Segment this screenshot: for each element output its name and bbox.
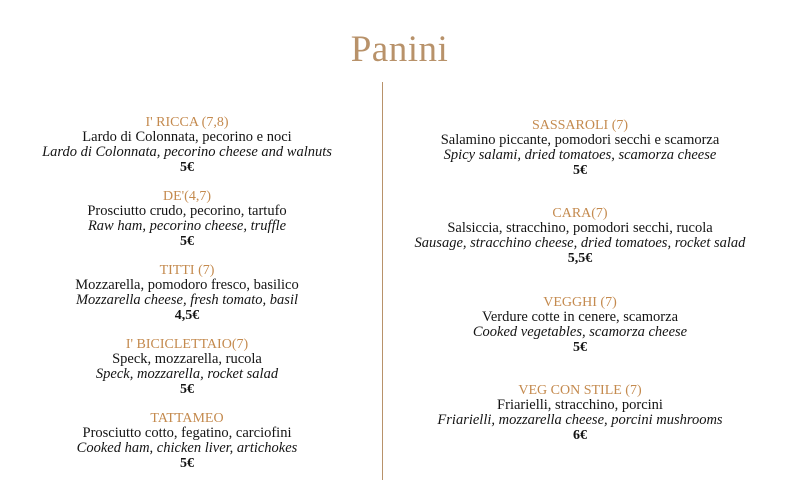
menu-item-sassaroli (390, 118, 770, 178)
item-name: VEG CON STILE (7) (518, 383, 642, 398)
item-description-italian: Prosciutto cotto, fegatino, carciofini (82, 425, 292, 441)
item-name: I' BICICLETTAIO(7) (125, 337, 249, 352)
menu-item-de (0, 189, 377, 249)
item-description-italian: Salamino piccante, pomodori secchi e scamorza (440, 132, 720, 148)
menu-item-cara (390, 206, 770, 266)
item-description-italian: Speck, mozzarella, rucola (112, 351, 262, 367)
menu-item-i-ricca (0, 115, 377, 175)
item-price: 6€ (573, 428, 587, 443)
item-name: TATTAMEO (150, 411, 224, 426)
item-description-english: Cooked ham, chicken liver, artichokes (76, 440, 298, 456)
item-name: DE'(4,7) (162, 189, 211, 204)
item-price: 5,5€ (567, 251, 593, 266)
item-description-english: Sausage, stracchino cheese, dried tomatoes, rocket salad (414, 235, 746, 251)
item-description-italian: Friarielli, stracchino, porcini (497, 397, 663, 413)
item-name: CARA(7) (552, 206, 608, 221)
item-description-italian: Mozzarella, pomodoro fresco, basilico (75, 277, 299, 293)
item-price: 5€ (180, 160, 194, 175)
item-description-english: Spicy salami, dried tomatoes, scamorza cheese (443, 147, 717, 163)
menu-item-i-biciclettaio (0, 337, 377, 397)
menu-item-veg-con-stile (390, 383, 770, 443)
item-price: 5€ (180, 456, 194, 471)
item-name: SASSAROLI (7) (531, 118, 629, 133)
item-name: VEGGHI (7) (543, 295, 617, 310)
item-description-italian: Lardo di Colonnata, pecorino e noci (82, 129, 292, 145)
item-name: TITTI (7) (159, 263, 215, 278)
item-description-english: Friarielli, mozzarella cheese, porcini mushrooms (437, 412, 723, 428)
item-price: 4,5€ (174, 308, 200, 323)
item-description-english: Speck, mozzarella, rocket salad (95, 366, 279, 382)
item-price: 5€ (573, 163, 587, 178)
item-description-english: Raw ham, pecorino cheese, truffle (87, 218, 287, 234)
menu-item-titti (0, 263, 377, 323)
item-description-italian: Verdure cotte in cenere, scamorza (481, 309, 679, 325)
item-description-english: Mozzarella cheese, fresh tomato, basil (75, 292, 299, 308)
column-divider (382, 82, 383, 480)
item-description-english: Lardo di Colonnata, pecorino cheese and walnuts (42, 144, 332, 160)
page-title: Panini (350, 29, 449, 70)
item-price: 5€ (573, 340, 587, 355)
item-price: 5€ (180, 382, 194, 397)
item-description-italian: Prosciutto crudo, pecorino, tartufo (87, 203, 287, 219)
item-description-italian: Salsiccia, stracchino, pomodori secchi, rucola (447, 220, 713, 236)
item-price: 5€ (180, 234, 194, 249)
menu-item-tattameo (0, 411, 377, 471)
item-description-english: Cooked vegetables, scamorza cheese (472, 324, 688, 340)
menu-item-vegghi (390, 295, 770, 355)
item-name: I' RICCA (7,8) (145, 115, 229, 130)
